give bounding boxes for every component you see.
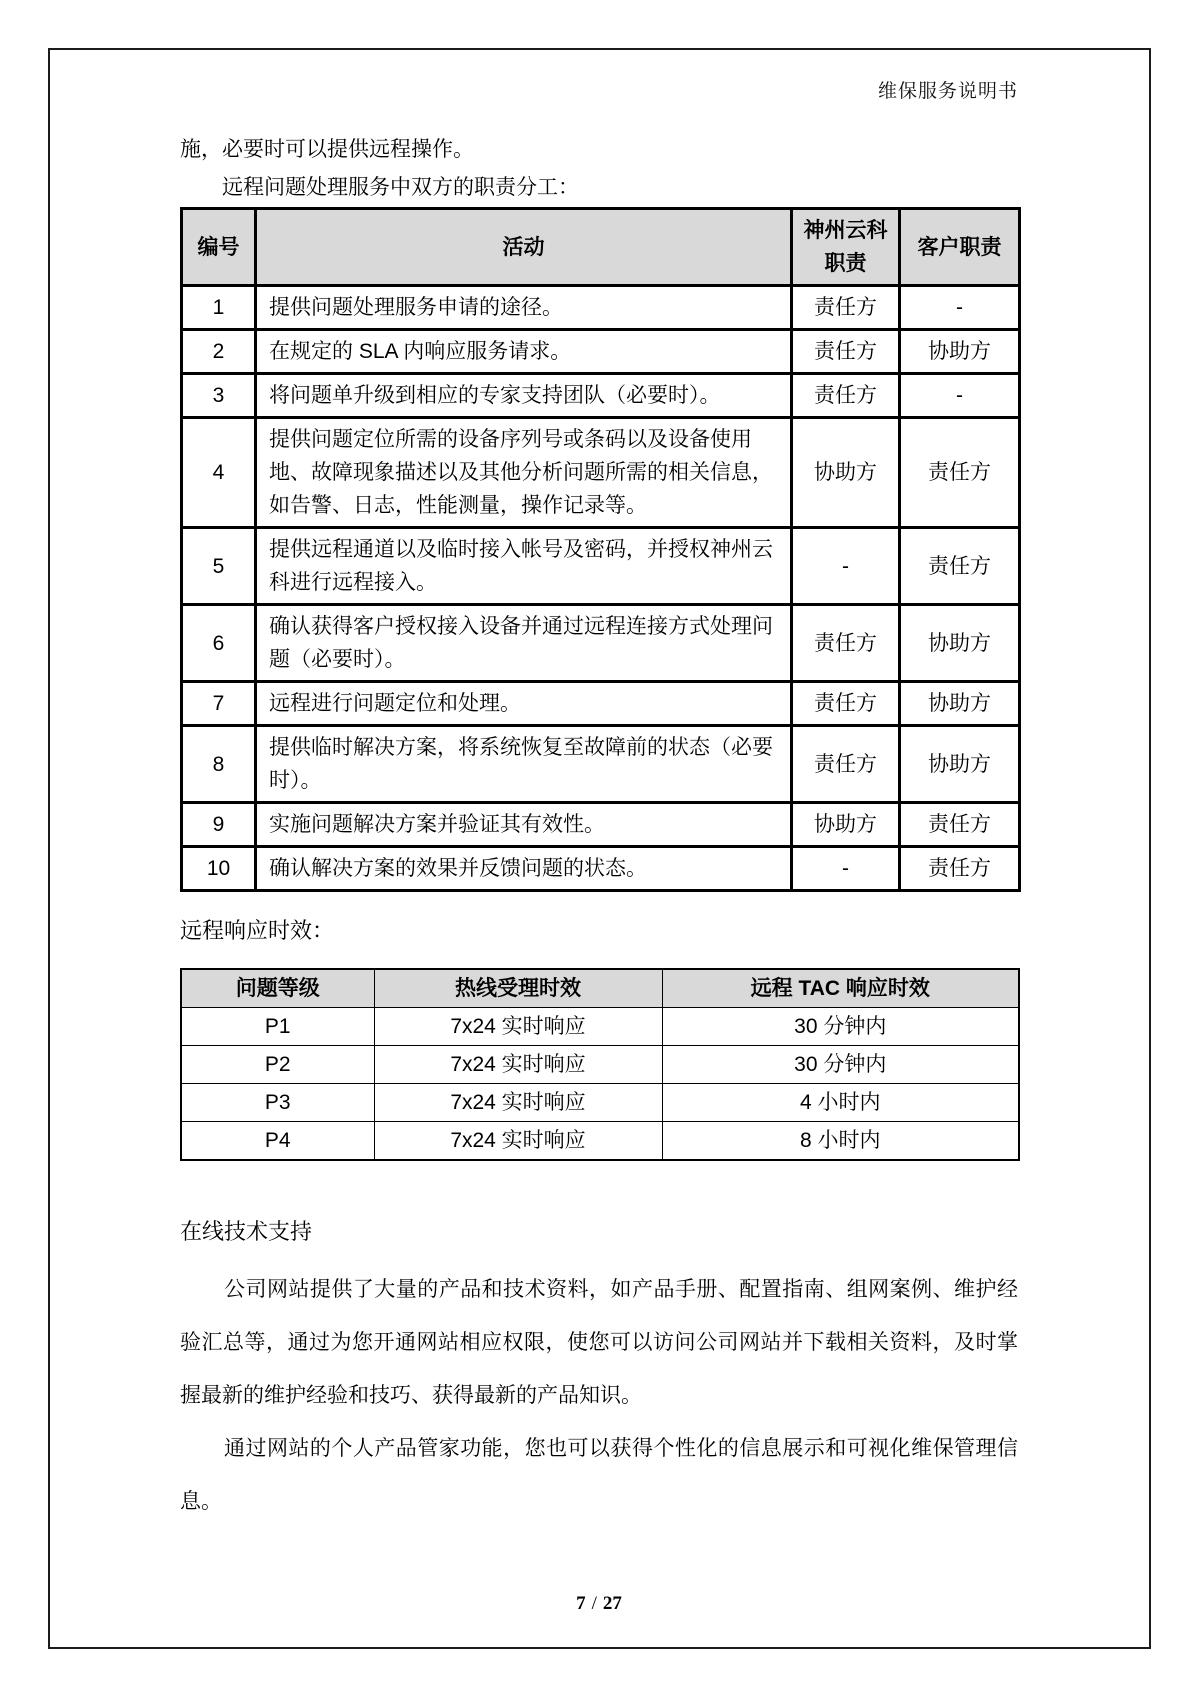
row-no: 3	[182, 374, 256, 418]
table-row	[182, 605, 1020, 682]
sla-tac: 30 分钟内	[662, 1046, 1019, 1084]
sla-table-header-row	[181, 969, 1019, 1008]
table-row	[181, 1046, 1019, 1084]
column-header-hotline: 热线受理时效	[374, 969, 662, 1008]
row-no: 7	[182, 682, 256, 726]
row-activity: 确认获得客户授权接入设备并通过远程连接方式处理问题（必要时）。	[256, 605, 792, 682]
sla-table	[180, 968, 1020, 1161]
table-row	[181, 1008, 1019, 1046]
online-support-paragraph: 公司网站提供了大量的产品和技术资料，如产品手册、配置指南、组网案例、维护经验汇总等，通过为您开通网站相应权限，使您可以访问公司网站并下载相关资料，及时掌握最新的维护经验和技巧、获得最新的产品知识。	[180, 1278, 1018, 1407]
row-activity: 确认解决方案的效果并反馈问题的状态。	[256, 847, 792, 891]
page-number-current: 7	[576, 1593, 586, 1614]
sla-level: P1	[181, 1008, 374, 1046]
row-no: 5	[182, 528, 256, 605]
table-row	[181, 1084, 1019, 1122]
row-customer: -	[900, 286, 1020, 330]
running-header-title: 维保服务说明书	[877, 81, 1018, 102]
column-header-activity: 活动	[256, 209, 792, 286]
table-row	[182, 374, 1020, 418]
row-activity: 提供问题处理服务申请的途径。	[256, 286, 792, 330]
page-number-total: 27	[602, 1593, 622, 1614]
row-customer: 协助方	[900, 726, 1020, 803]
row-no: 8	[182, 726, 256, 803]
sla-hotline: 7x24 实时响应	[374, 1122, 662, 1161]
table-row	[182, 726, 1020, 803]
row-no: 1	[182, 286, 256, 330]
body-text-continuation: 施，必要时可以提供远程操作。	[180, 138, 474, 161]
row-activity: 提供问题定位所需的设备序列号或条码以及设备使用地、故障现象描述以及其他分析问题所需的相关信息，如告警、日志，性能测量，操作记录等。	[256, 418, 792, 528]
sla-hotline: 7x24 实时响应	[374, 1084, 662, 1122]
page-content	[180, 0, 1018, 1528]
sla-tac: 4 小时内	[662, 1084, 1019, 1122]
row-customer: 责任方	[900, 803, 1020, 847]
sla-level: P3	[181, 1084, 374, 1122]
row-customer: 责任方	[900, 528, 1020, 605]
row-vendor: 责任方	[792, 374, 900, 418]
page-footer	[180, 1593, 1018, 1615]
table-row	[182, 528, 1020, 605]
table-row	[181, 1122, 1019, 1161]
row-vendor: 责任方	[792, 330, 900, 374]
row-vendor: 责任方	[792, 726, 900, 803]
table-row	[182, 682, 1020, 726]
sla-tac: 30 分钟内	[662, 1008, 1019, 1046]
row-activity: 提供临时解决方案，将系统恢复至故障前的状态（必要时）。	[256, 726, 792, 803]
sla-level: P2	[181, 1046, 374, 1084]
row-no: 10	[182, 847, 256, 891]
row-no: 6	[182, 605, 256, 682]
row-vendor: 责任方	[792, 605, 900, 682]
sla-hotline: 7x24 实时响应	[374, 1008, 662, 1046]
row-no: 2	[182, 330, 256, 374]
responsibility-table-header-row	[182, 209, 1020, 286]
column-header-tac: 远程 TAC 响应时效	[662, 969, 1019, 1008]
table-row	[182, 286, 1020, 330]
row-activity: 远程进行问题定位和处理。	[256, 682, 792, 726]
section-title-response-sla: 远程响应时效：	[180, 918, 335, 943]
row-vendor: -	[792, 528, 900, 605]
row-customer: 协助方	[900, 330, 1020, 374]
responsibility-table-caption: 远程问题处理服务中双方的职责分工：	[222, 176, 579, 199]
sla-level: P4	[181, 1122, 374, 1161]
column-header-customer: 客户职责	[900, 209, 1020, 286]
row-customer: 责任方	[900, 847, 1020, 891]
online-support-paragraph: 通过网站的个人产品管家功能，您也可以获得个性化的信息展示和可视化维保管理信息。	[180, 1437, 1018, 1513]
sla-hotline: 7x24 实时响应	[374, 1046, 662, 1084]
row-activity: 实施问题解决方案并验证其有效性。	[256, 803, 792, 847]
row-vendor: 协助方	[792, 803, 900, 847]
row-activity: 在规定的 SLA 内响应服务请求。	[256, 330, 792, 374]
row-activity: 将问题单升级到相应的专家支持团队（必要时）。	[256, 374, 792, 418]
row-vendor: 责任方	[792, 286, 900, 330]
table-row	[182, 847, 1020, 891]
row-customer: 责任方	[900, 418, 1020, 528]
column-header-problem-level: 问题等级	[181, 969, 374, 1008]
sla-tac: 8 小时内	[662, 1122, 1019, 1161]
column-header-no: 编号	[182, 209, 256, 286]
section-title-online-support: 在线技术支持	[180, 1219, 313, 1244]
row-activity: 提供远程通道以及临时接入帐号及密码，并授权神州云科进行远程接入。	[256, 528, 792, 605]
row-vendor: 协助方	[792, 418, 900, 528]
responsibility-table	[180, 207, 1021, 892]
row-vendor: -	[792, 847, 900, 891]
table-row	[182, 330, 1020, 374]
page-number-separator: /	[591, 1593, 597, 1614]
row-no: 9	[182, 803, 256, 847]
table-row	[182, 803, 1020, 847]
row-customer: 协助方	[900, 605, 1020, 682]
table-row	[182, 418, 1020, 528]
row-customer: 协助方	[900, 682, 1020, 726]
row-customer: -	[900, 374, 1020, 418]
column-header-vendor: 神州云科职责	[792, 209, 900, 286]
row-vendor: 责任方	[792, 682, 900, 726]
row-no: 4	[182, 418, 256, 528]
